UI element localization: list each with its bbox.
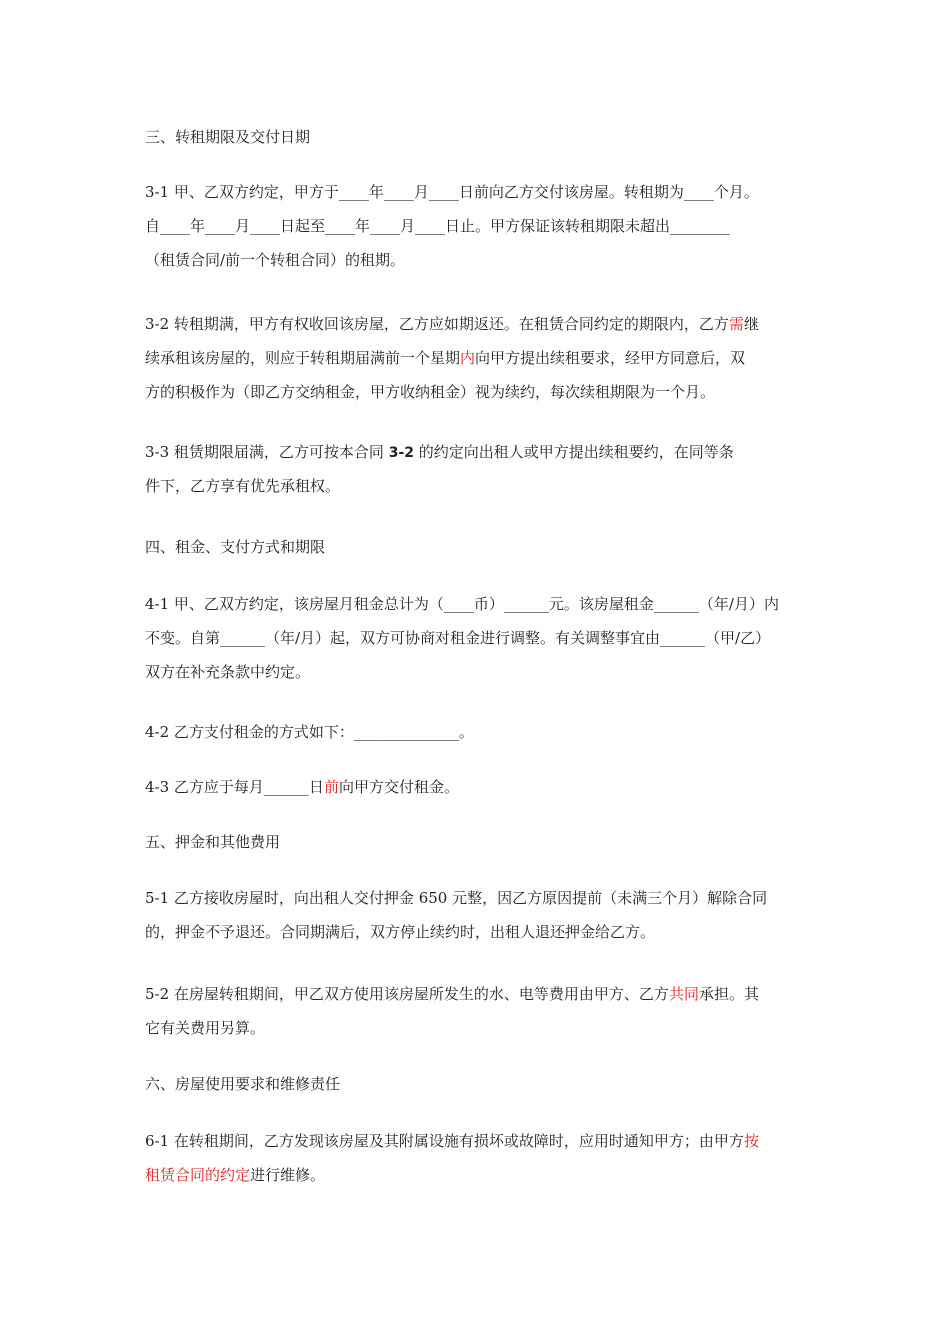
- heading-text: 五、押金和其他费用: [145, 833, 281, 851]
- clause-6-1: [145, 1124, 810, 1192]
- clause-line: 4-2 乙方支付租金的方式如下：______________。: [145, 723, 474, 741]
- section-4-title: [145, 530, 810, 564]
- clause-line: [145, 1124, 810, 1158]
- clause-text: 5-2 在房屋转租期间，甲乙双方使用该房屋所发生的水、电等费用由甲方、乙方: [145, 985, 669, 1003]
- clause-line: 它有关费用另算。: [145, 1019, 266, 1037]
- clause-line: （租赁合同/前一个转租合同）的租期。: [145, 251, 406, 269]
- clause-3-3: [145, 435, 810, 503]
- clause-line: 方的积极作为（即乙方交纳租金，甲方收纳租金）视为续约，每次续租期限为一个月。: [145, 383, 716, 401]
- clause-4-1: [145, 587, 810, 689]
- clause-line: 双方在补充条款中约定。: [145, 663, 311, 681]
- heading-text: 三、转租期限及交付日期: [145, 128, 311, 146]
- clause-line: 自____年____月____日起至____年____月____日止。甲方保证该转租期限未超出________: [145, 217, 731, 235]
- clause-line: [145, 435, 810, 469]
- clause-line: 件下，乙方享有优先承租权。: [145, 477, 341, 495]
- heading-text: 六、房屋使用要求和维修责任: [145, 1075, 341, 1093]
- clause-text: 3-2 转租期满，甲方有权收回该房屋，乙方应如期返还。在租赁合同约定的期限内，乙方: [145, 315, 729, 333]
- clause-line: 4-1 甲、乙双方约定，该房屋月租金总计为（____币）______元。该房屋租金______（年/月）内: [145, 595, 779, 613]
- clause-text: 进行维修。: [250, 1166, 326, 1184]
- clause-text: 继: [743, 315, 759, 333]
- clause-line: 的，押金不予退还。合同期满后，双方停止续约时，出租人退还押金给乙方。: [145, 923, 656, 941]
- clause-4-3: [145, 770, 810, 804]
- clause-line: [145, 307, 810, 341]
- clause-line: 不变。自第______（年/月）起，双方可协商对租金进行调整。有关调整事宜由______（甲/乙）: [145, 629, 771, 647]
- clause-line: [145, 977, 810, 1011]
- highlighted-text: 前: [323, 778, 339, 796]
- section-5-title: [145, 825, 810, 859]
- clause-text: 3-3 租赁期限届满，乙方可按本合同: [145, 443, 389, 461]
- section-3-title: [145, 120, 810, 154]
- highlighted-text: 内: [460, 349, 476, 367]
- clause-5-2: [145, 977, 810, 1045]
- clause-text: 向甲方提出续租要求，经甲方同意后，双: [475, 349, 746, 367]
- clause-line: [145, 1158, 810, 1192]
- clause-3-2: [145, 307, 810, 409]
- section-6-title: [145, 1067, 810, 1101]
- highlighted-text: 租赁合同的约定: [145, 1166, 251, 1184]
- clause-line: 5-1 乙方接收房屋时，向出租人交付押金 650 元整，因乙方原因提前（未满三个月）解除合同: [145, 889, 768, 907]
- clause-text: 4-3 乙方应于每月______日: [145, 778, 324, 796]
- highlighted-text: 需: [728, 315, 744, 333]
- clause-text: 向甲方交付租金。: [338, 778, 459, 796]
- clause-line: [145, 770, 810, 804]
- clause-3-1: [145, 175, 810, 277]
- heading-text: 四、租金、支付方式和期限: [145, 538, 326, 556]
- clause-text: 承担。其: [698, 985, 759, 1003]
- clause-4-2: [145, 715, 810, 749]
- clause-text: 6-1 在转租期间，乙方发现该房屋及其附属设施有损坏或故障时，应用时通知甲方；由甲方: [145, 1132, 744, 1150]
- clause-line: 3-1 甲、乙双方约定，甲方于____年____月____日前向乙方交付该房屋。转租期为____个月。: [145, 183, 759, 201]
- clause-line: [145, 341, 810, 375]
- highlighted-text: 共同: [668, 985, 699, 1003]
- clause-text: 续承租该房屋的，则应于转租期届满前一个星期: [145, 349, 461, 367]
- highlighted-text: 按: [743, 1132, 759, 1150]
- clause-reference: 3-2: [388, 445, 414, 461]
- clause-5-1: [145, 881, 810, 949]
- clause-text: 的约定向出租人或甲方提出续租要约，在同等条: [414, 443, 734, 461]
